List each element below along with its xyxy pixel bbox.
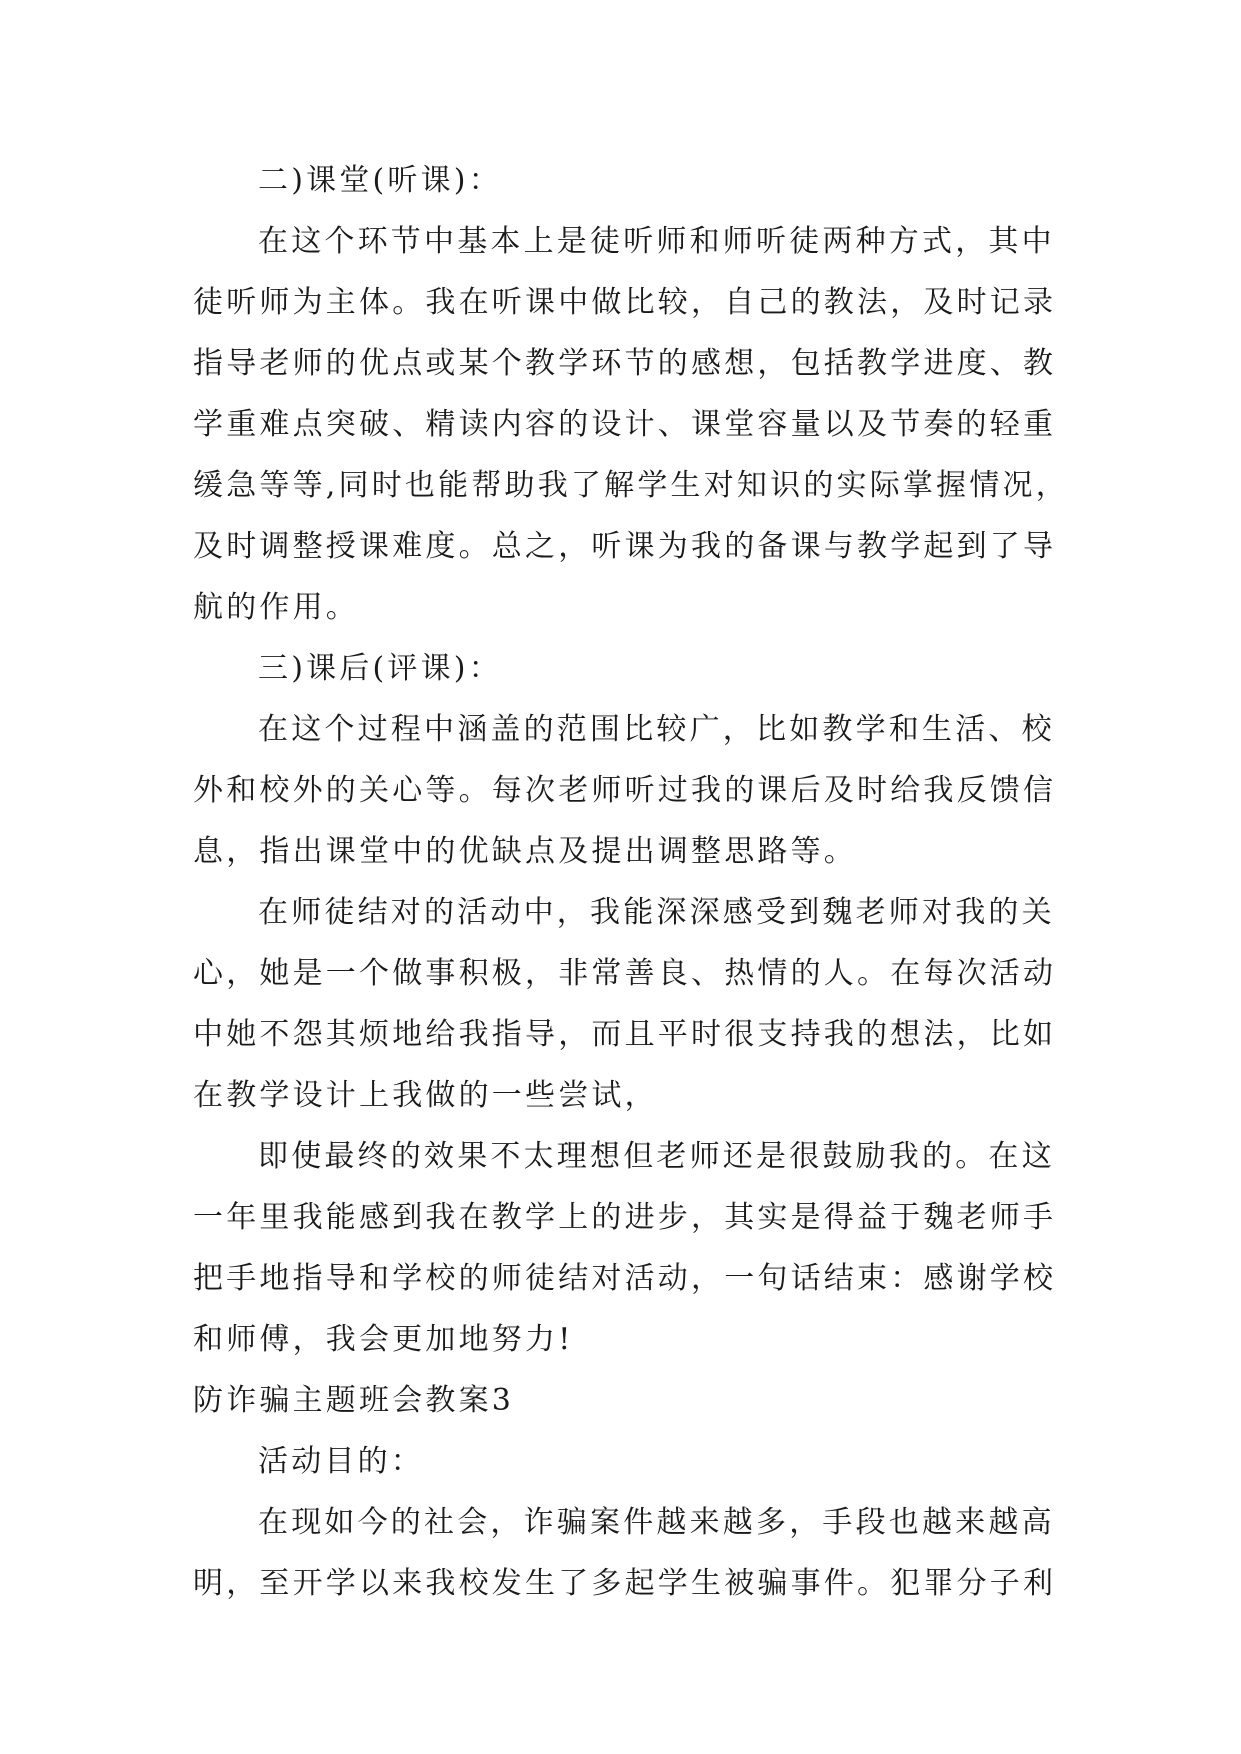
text-line: 在这个环节中基本上是徒听师和师听徒两种方式，其中 bbox=[258, 224, 1055, 259]
text-line: 及时调整授课难度。总之，听课为我的备课与教学起到了导 bbox=[193, 529, 1057, 564]
text-line: 把手地指导和学校的师徒结对活动，一句话结束：感谢学校 bbox=[193, 1261, 1057, 1296]
text-line: 外和校外的关心等。每次老师听过我的课后及时给我反馈信 bbox=[193, 773, 1057, 808]
section-heading: 二)课堂(听课)： bbox=[258, 163, 502, 198]
text-line: 和师傅，我会更加地努力! bbox=[193, 1322, 574, 1357]
text-line: 航的作用。 bbox=[193, 590, 359, 625]
text-line: 在教学设计上我做的一些尝试， bbox=[193, 1078, 658, 1113]
text-line: 学重难点突破、精读内容的设计、课堂容量以及节奏的轻重 bbox=[193, 407, 1057, 442]
section-heading: 三)课后(评课)： bbox=[258, 651, 502, 686]
text-line: 心，她是一个做事积极，非常善良、热情的人。在每次活动 bbox=[193, 956, 1057, 991]
section-heading: 活动目的： bbox=[258, 1444, 424, 1479]
text-line: 在师徒结对的活动中，我能深深感受到魏老师对我的关 bbox=[258, 895, 1055, 930]
text-line: 即使最终的效果不太理想但老师还是很鼓励我的。在这 bbox=[258, 1139, 1055, 1174]
text-line: 在现如今的社会，诈骗案件越来越多，手段也越来越高 bbox=[258, 1505, 1055, 1540]
document-title: 防诈骗主题班会教案3 bbox=[193, 1383, 515, 1418]
text-line: 明，至开学以来我校发生了多起学生被骗事件。犯罪分子利 bbox=[193, 1566, 1057, 1601]
text-line: 在这个过程中涵盖的范围比较广，比如教学和生活、校 bbox=[258, 712, 1055, 747]
text-line: 一年里我能感到我在教学上的进步，其实是得益于魏老师手 bbox=[193, 1200, 1057, 1235]
text-line: 中她不怨其烦地给我指导，而且平时很支持我的想法，比如 bbox=[193, 1017, 1057, 1052]
text-line: 息，指出课堂中的优缺点及提出调整思路等。 bbox=[193, 834, 857, 869]
text-line: 缓急等等,同时也能帮助我了解学生对知识的实际掌握情况， bbox=[193, 468, 1069, 503]
text-line: 徒听师为主体。我在听课中做比较，自己的教法，及时记录 bbox=[193, 285, 1057, 320]
text-line: 指导老师的优点或某个教学环节的感想，包括教学进度、教 bbox=[193, 346, 1057, 381]
document-body bbox=[193, 150, 1069, 1614]
